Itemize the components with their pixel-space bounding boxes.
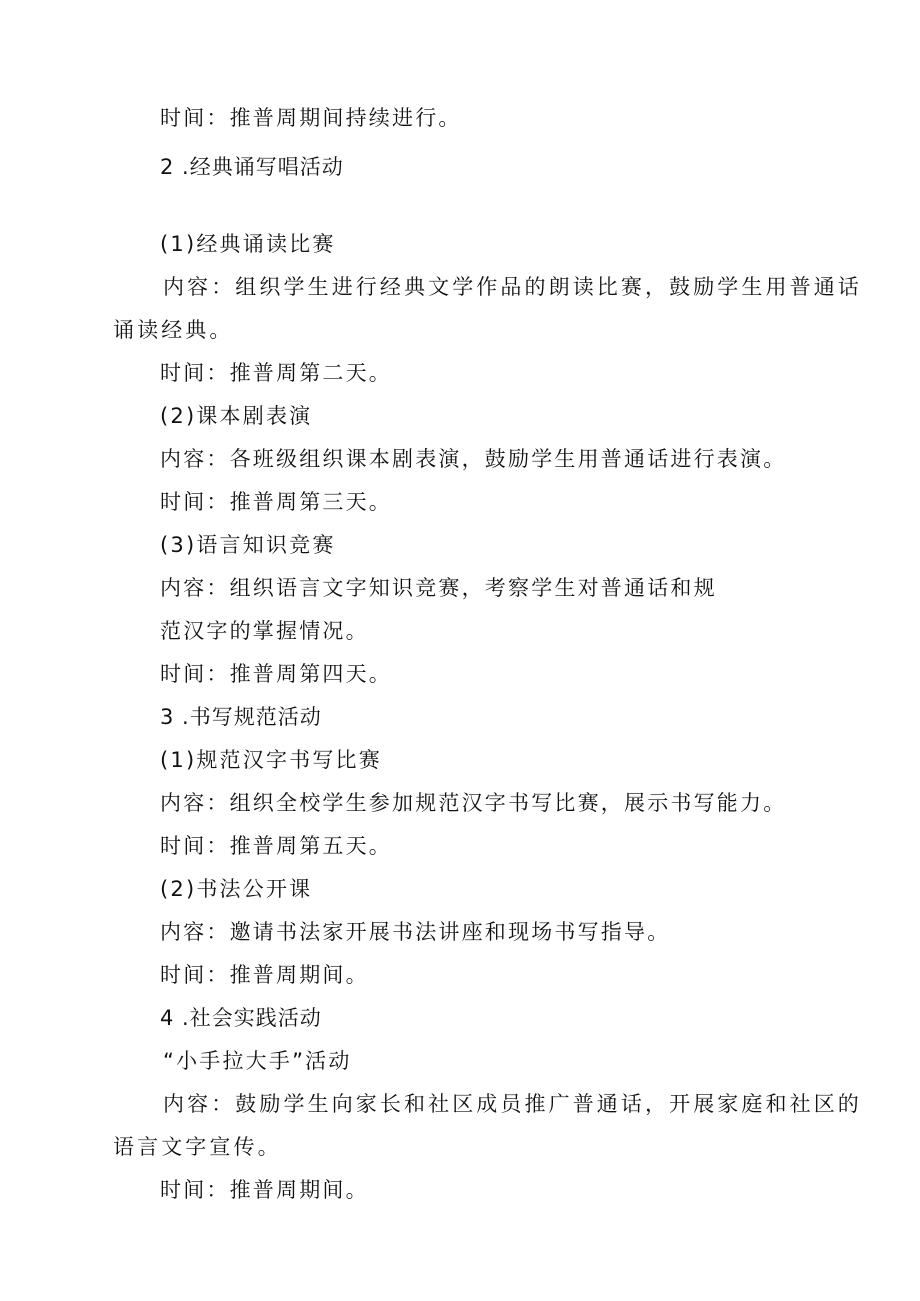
item-3-1-time: 时间：推普周第五天。 bbox=[160, 834, 392, 858]
item-3-time: 时间：推普周第四天。 bbox=[160, 662, 392, 686]
item-4-1-heading: “小手拉大手”活动 bbox=[163, 1049, 352, 1073]
item-2-time: 时间：推普周第三天。 bbox=[160, 490, 392, 514]
item-3-1-content: 内容：组织全校学生参加规范汉字书写比赛，展示书写能力。 bbox=[160, 791, 787, 815]
section-3-heading: 3 .书写规范活动 bbox=[160, 705, 322, 729]
item-4-1-content-line-2: 语言文字宣传。 bbox=[113, 1135, 282, 1159]
item-2-content: 内容：各班级组织课本剧表演，鼓励学生用普通话进行表演。 bbox=[160, 447, 787, 471]
item-2-heading: (2)课本剧表演 bbox=[160, 404, 313, 428]
section-4-heading: 4 .社会实践活动 bbox=[160, 1006, 322, 1030]
item-3-heading: (3)语言知识竞赛 bbox=[160, 533, 336, 557]
item-4-1-time: 时间：推普周期间。 bbox=[160, 1178, 369, 1202]
item-1-content-line-1: 内容：组织学生进行经典文学作品的朗读比赛，鼓励学生用普通话 bbox=[163, 275, 862, 299]
item-1-content-line-2: 诵读经典。 bbox=[113, 318, 234, 342]
item-3-content-line-1: 内容：组织语言文字知识竞赛，考察学生对普通话和规 bbox=[160, 576, 717, 600]
item-4-1-content-line-1: 内容：鼓励学生向家长和社区成员推广普通话，开展家庭和社区的 bbox=[163, 1092, 862, 1116]
item-3-2-content: 内容：邀请书法家开展书法讲座和现场书写指导。 bbox=[160, 920, 671, 944]
time-continuous-line: 时间：推普周期间持续进行。 bbox=[160, 106, 462, 130]
item-1-time: 时间：推普周第二天。 bbox=[160, 361, 392, 385]
item-1-heading: (1)经典诵读比赛 bbox=[160, 232, 336, 256]
item-3-1-heading: (1)规范汉字书写比赛 bbox=[160, 748, 382, 772]
item-3-2-heading: (2)书法公开课 bbox=[160, 877, 313, 901]
item-3-content-line-2: 范汉字的掌握情况。 bbox=[160, 619, 369, 643]
item-3-2-time: 时间：推普周期间。 bbox=[160, 963, 369, 987]
section-2-heading: 2 .经典诵写唱活动 bbox=[160, 155, 344, 179]
